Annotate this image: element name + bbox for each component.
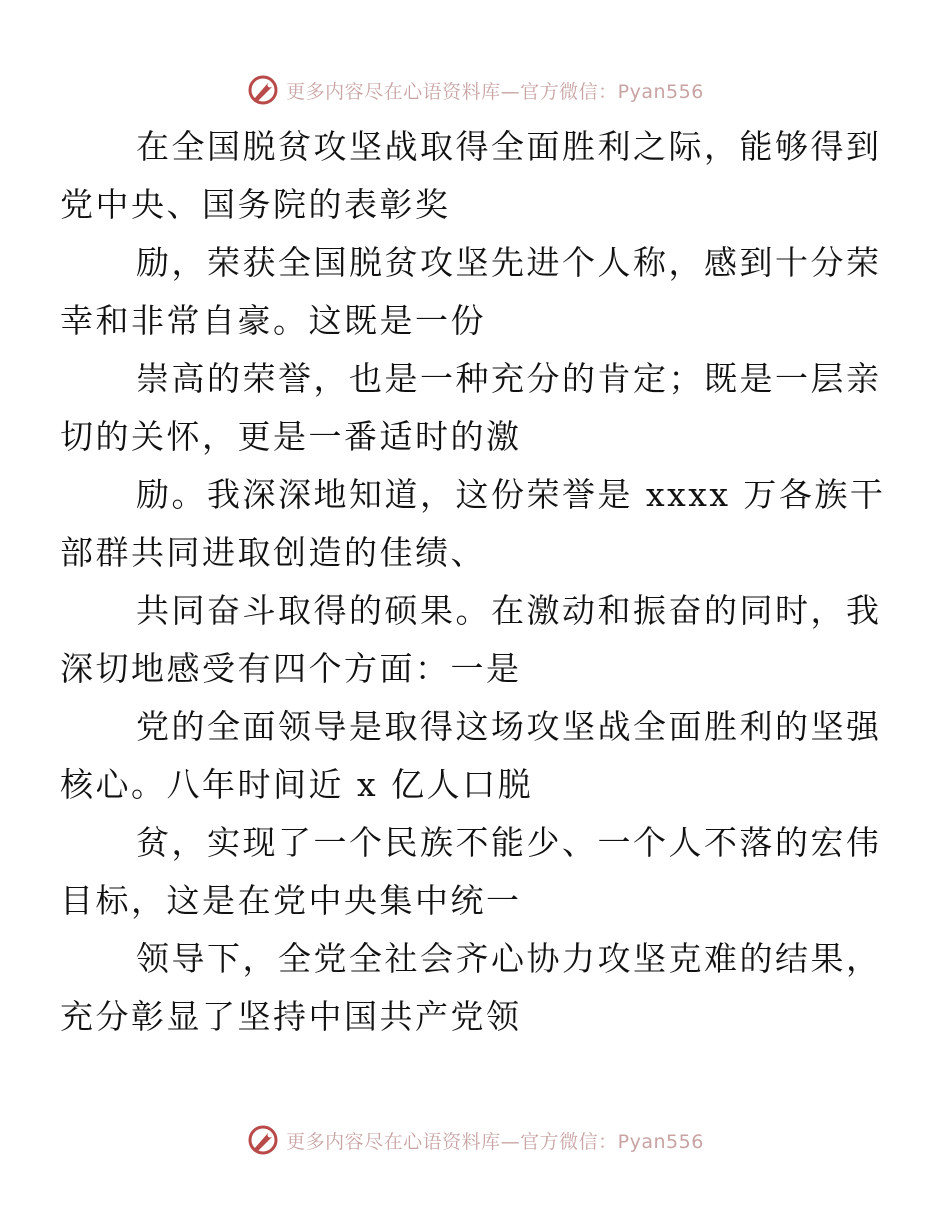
- paragraph-line: 切的关怀，更是一番适时的激: [60, 417, 522, 456]
- paragraph-line: 深切地感受有四个方面：一是: [60, 649, 522, 688]
- pen-nib-icon: [246, 73, 280, 107]
- paragraph-line: 核心。八年时间近 x 亿人口脱: [60, 765, 534, 804]
- paragraph-line: 党中央、国务院的表彰奖: [60, 185, 451, 224]
- paragraph-8: [60, 930, 882, 1046]
- paragraph-line: 领导下，全党全社会齐心协力攻坚克难的结果，: [136, 939, 882, 978]
- paragraph-3: [60, 350, 882, 466]
- paragraph-line: 共同奋斗取得的硕果。在激动和振奋的同时，我: [136, 591, 882, 630]
- paragraph-line: 幸和非常自豪。这既是一份: [60, 301, 486, 340]
- paragraph-line: 目标，这是在党中央集中统一: [60, 881, 522, 920]
- paragraph-1: [60, 118, 882, 234]
- paragraph-line: 部群共同进取创造的佳绩、: [60, 533, 486, 572]
- header-text: 更多内容尽在心语资料库—官方微信：Pyan556: [286, 80, 704, 103]
- footer-text: 更多内容尽在心语资料库—官方微信：Pyan556: [286, 1130, 704, 1153]
- paragraph-2: [60, 234, 882, 350]
- paragraph-line: 崇高的荣誉，也是一种充分的肯定；既是一层亲: [136, 359, 882, 398]
- paragraph-line: 充分彰显了坚持中国共产党领: [60, 997, 522, 1036]
- paragraph-6: [60, 698, 882, 814]
- paragraph-line: 党的全面领导是取得这场攻坚战全面胜利的坚强: [136, 707, 882, 746]
- pen-nib-icon: [246, 1123, 280, 1157]
- document-body: [60, 118, 886, 1046]
- paragraph-line: 贫，实现了一个民族不能少、一个人不落的宏伟: [136, 823, 882, 862]
- paragraph-4: [60, 466, 886, 582]
- paragraph-line: 励，荣获全国脱贫攻坚先进个人称，感到十分荣: [136, 243, 882, 282]
- footer-banner: [0, 1120, 950, 1160]
- paragraph-7: [60, 814, 882, 930]
- paragraph-5: [60, 582, 882, 698]
- paragraph-line: 在全国脱贫攻坚战取得全面胜利之际，能够得到: [136, 127, 882, 166]
- header-banner: [0, 70, 950, 110]
- paragraph-line: 励。我深深地知道，这份荣誉是 xxxx 万各族干: [136, 475, 886, 514]
